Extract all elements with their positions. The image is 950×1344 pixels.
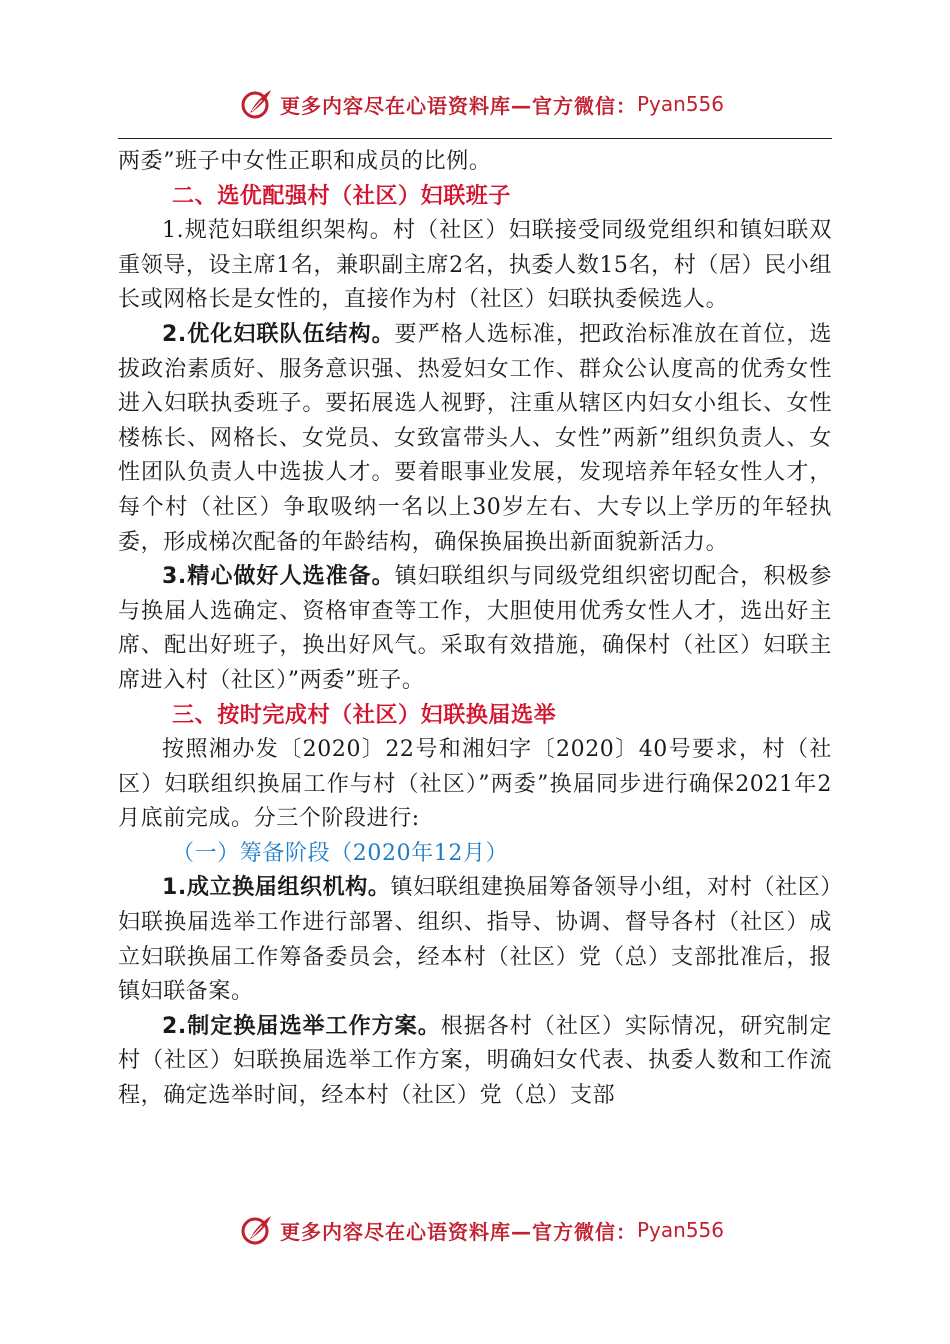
footer-banner-text: 更多内容尽在心语资料库—官方微信：	[280, 1219, 637, 1244]
paragraph-2-3-text: 镇妇联组织与同级党组织密切配合，积极参与换届人选确定、资格审查等工作，大胆使用优秀女性人才，选出好主席、配出好班子，换出好风气。采取有效措施，确保村（社区）妇联主席进入村（社区）”两委”班子。	[118, 564, 832, 693]
paragraph-3-intro: 按照湘办发〔2020〕22号和湘妇字〔2020〕40号要求，村（社区）妇联组织换届工作与村（社区）”两委”换届同步进行确保2021年2月底前完成。分三个阶段进行:	[118, 737, 832, 832]
header-divider	[118, 138, 832, 139]
paragraph-3-1-1	[118, 871, 832, 1009]
section-heading-2: 二、选优配强村（社区）妇联班子	[172, 183, 512, 209]
footer-banner-wechat-id: Pyan556	[637, 1218, 725, 1242]
paragraph-2-2-lead: 2.优化妇联队伍结构。	[162, 321, 395, 347]
subsection-heading-1: （一）筹备阶段（2020年12月）	[172, 840, 509, 866]
paragraph-3-1-1-text: 镇妇联组建换届筹备领导小组，对村（社区）妇联换届选举工作进行部署、组织、指导、协调、督导各村（社区）成立妇联换届工作筹备委员会，经本村（社区）党（总）支部批准后，报镇妇联备案。	[118, 875, 832, 1005]
paragraph-3-1-2-lead: 2.制定换届选举工作方案。	[162, 1013, 441, 1039]
document-body	[118, 145, 832, 1114]
section-heading-3: 三、按时完成村（社区）妇联换届选举	[172, 702, 557, 728]
paragraph-continuation: 两委”班子中女性正职和成员的比例。	[118, 149, 492, 174]
footer-banner	[240, 1210, 724, 1250]
paragraph-3-1-1-lead: 1.成立换届组织机构。	[162, 875, 391, 901]
banner-wechat-id: Pyan556	[637, 92, 725, 116]
paragraph-2-3-lead: 3.精心做好人选准备。	[162, 564, 395, 590]
paragraph-2-2-text: 要严格人选标准，把政治标准放在首位，选拔政治素质好、服务意识强、热爱妇女工作、群众公认度高的优秀女性进入妇联执委班子。要拓展选人视野，注重从辖区内妇女小组长、女性楼栋长、网格长、女党员、女致富带头人、女性”两新”组织负责人、女性团队负责人中选拔人才。要着眼事业发展，发现培养年轻女性人才，每个村（社区）争取吸纳一名以上30岁左右、大专以上学历的年轻执委，形成梯次配备的年龄结构，确保换届换出新面貌新活力。	[118, 321, 832, 555]
header-banner	[240, 84, 724, 124]
paragraph-3-1-2	[118, 1010, 832, 1114]
paragraph-3-1-2-text: 根据各村（社区）实际情况，研究制定村（社区）妇联换届选举工作方案，明确妇女代表、执委人数和工作流程，确定选举时间，经本村（社区）党（总）支部	[118, 1013, 832, 1109]
paragraph-2-3	[118, 560, 832, 698]
banner-text: 更多内容尽在心语资料库—官方微信：	[280, 93, 637, 118]
quill-pen-circle-icon	[240, 1213, 274, 1247]
quill-pen-circle-icon	[240, 87, 274, 121]
paragraph-2-1: 1.规范妇联组织架构。村（社区）妇联接受同级党组织和镇妇联双重领导，设主席1名，兼职副主席2名，执委人数15名，村（居）民小组长或网格长是女性的，直接作为村（社区）妇联执委候选人。	[118, 218, 832, 313]
paragraph-2-2	[118, 318, 832, 560]
